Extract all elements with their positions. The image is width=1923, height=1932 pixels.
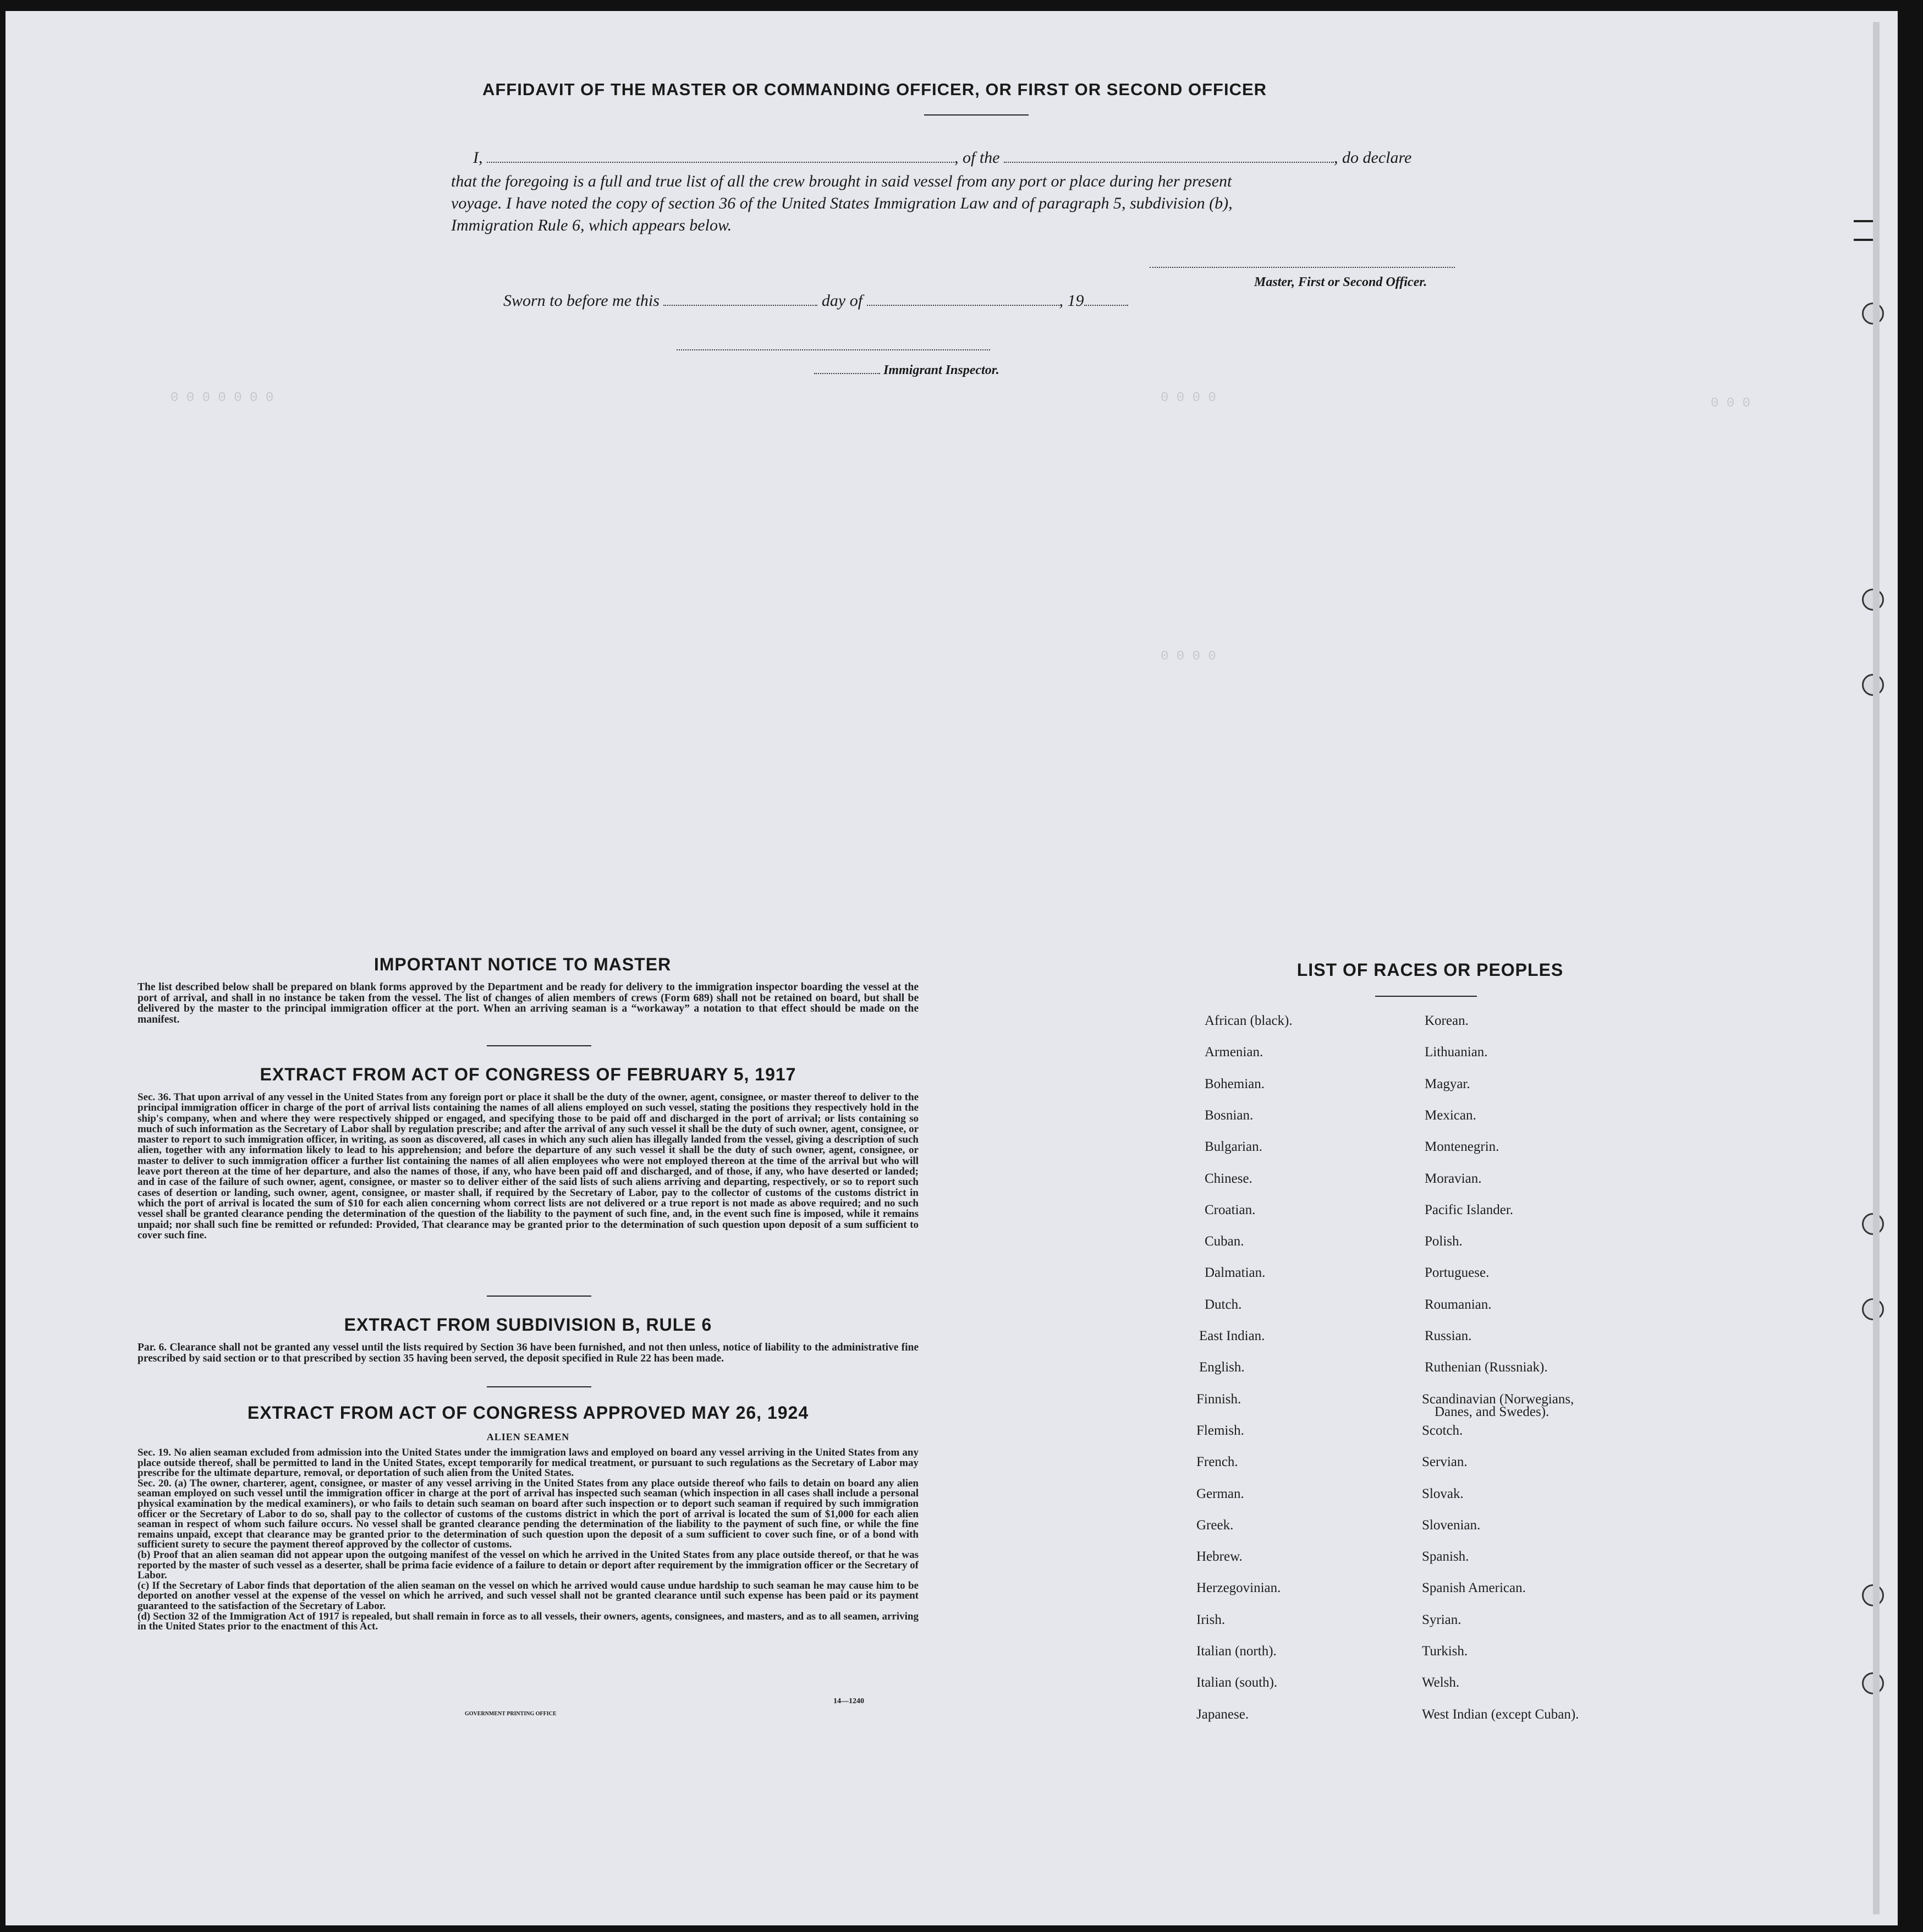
inspector-line: [814, 363, 999, 378]
race-item: Roumanian.: [1425, 1297, 1492, 1312]
race-item: West Indian (except Cuban).: [1422, 1706, 1579, 1722]
race-item: Spanish American.: [1422, 1580, 1526, 1596]
race-item: Japanese.: [1196, 1706, 1249, 1722]
race-item: Mexican.: [1425, 1107, 1476, 1123]
race-item: Montenegrin.: [1425, 1139, 1499, 1155]
race-item: Pacific Islander.: [1425, 1202, 1514, 1217]
race-item: English.: [1199, 1360, 1245, 1375]
sec20c-text: (c) If the Secretary of Labor finds that deportation of the alien seaman on the vessel on which he arrived would cause undue hardship to such seaman he may cause him to be deported on another vessel at the expense of the vessel on which he arrived, and such vessel shall not be granted clearance until such expense has been paid or its payment guaranteed to the satisfaction of the Secretary of Labor.: [138, 1579, 919, 1612]
race-item: Bulgarian.: [1205, 1139, 1262, 1155]
year-label: , 19: [1059, 292, 1084, 310]
affidavit-body-line: that the foregoing is a full and true list of all the crew brought in said vessel from any port or place during her present: [451, 172, 1232, 190]
race-item: Italian (north).: [1196, 1644, 1277, 1659]
printer-imprint: GOVERNMENT PRINTING OFFICE: [465, 1711, 557, 1717]
race-item: Bohemian.: [1205, 1076, 1265, 1091]
master-label: Master, First or Second Officer.: [1254, 275, 1427, 289]
sworn-year-field[interactable]: [1084, 304, 1128, 306]
race-item: Servian.: [1422, 1455, 1468, 1470]
race-item: Bosnian.: [1205, 1107, 1254, 1123]
race-item: Flemish.: [1196, 1423, 1244, 1438]
form-number: 14—1240: [833, 1697, 864, 1705]
inspector-dots: [814, 372, 880, 374]
i-label: I,: [473, 149, 483, 167]
race-item: Russian.: [1425, 1329, 1472, 1343]
race-item: Irish.: [1196, 1612, 1226, 1627]
race-item: Chinese.: [1205, 1171, 1252, 1186]
divider: [487, 1296, 591, 1297]
race-item: Armenian.: [1205, 1045, 1263, 1060]
race-item: Lithuanian.: [1425, 1045, 1488, 1060]
page-edge: [1873, 22, 1880, 1914]
divider: [1375, 996, 1477, 997]
race-item: Herzegovinian.: [1196, 1580, 1281, 1596]
inspector-label: Immigrant Inspector.: [883, 363, 999, 377]
sec20a-text: Sec. 20. (a) The owner, charterer, agent, consignee, or master of any vessel arriving in the United States from any place outside thereof who fails to detain on board any alien seaman employed on such vessel until the immigration officer in charge at the port of arrival has inspected such seaman (which inspection in all cases shall include a personal physical examination by the medical examiners), or who fails to detain such seaman on board after such inspection or to deport such seaman if required by such immigration officer or the Secretary of Labor to do so, shall pay to the collector of customs of the customs district in which the port of arrival is located the sum of $1,000 for each alien seaman in respect of whom such failure occurs. No vessel shall be granted clearance pending the determination of the liability to the payment of such fine, or while the fine remains unpaid, except that clearance may be granted prior to the determination of such question upon the deposit of a sum sufficient to cover such fine, or of a bond with sufficient surety to secure the payment thereof approved by the collector of customs.: [138, 1477, 919, 1551]
race-item: Magyar.: [1425, 1076, 1470, 1091]
sworn-line: [503, 292, 1128, 310]
bleed-through-text: 0 0 0 0 0 0 0 0 0 0 0 0 0 0 0 0 0 0: [171, 391, 1751, 664]
race-item: Cuban.: [1205, 1234, 1244, 1249]
of-the-label: , of the: [954, 149, 1000, 167]
form-page: [6, 11, 1898, 1925]
race-item: Moravian.: [1425, 1171, 1482, 1186]
race-item: Welsh.: [1422, 1675, 1460, 1690]
race-item: Dutch.: [1205, 1297, 1242, 1312]
race-item: Turkish.: [1422, 1644, 1468, 1659]
race-item-continuation: Danes, and Swedes).: [1435, 1404, 1550, 1419]
rule6-text: Par. 6. Clearance shall not be granted any vessel until the lists required by Section 36 have been furnished, and not then unless, notice of liability to the administrative fine prescribed by said section or to that prescribed by section 35 having been served, the deposit specified in Rule 22 has been made.: [138, 1342, 919, 1364]
race-item: Dalmatian.: [1205, 1265, 1266, 1281]
alien-seamen-subtitle: ALIEN SEAMEN: [486, 1431, 570, 1442]
extract-1924-body: [138, 1448, 919, 1632]
race-item: Slovak.: [1422, 1486, 1464, 1501]
extract-1917-text: Sec. 36. That upon arrival of any vessel in the United States from any foreign port or place it shall be the duty of the owner, agent, consignee, or master thereof to deliver to the principal immigration officer in charge of the port of arrival lists containing the names of all aliens employed on such vessel, stating the positions they respectively hold in the ship's company, when and where they were respectively shipped or engaged, and specifying those to be paid off and discharged in the port of arrival; or lists containing so much of such information as the Secretary of Labor shall by regulation prescribe; and after the arrival of any such vessel it shall be the duty of such owner, agent, consignee, or master to report to such immigration officer, in writing, as soon as discovered, all cases in which any such alien has illegally landed from the vessel, giving a description of such alien, together with any information likely to lead to his apprehension; and before the departure of any such vessel it shall be the duty of such owner, agent, consignee, or master to deliver to such immigration officer a further list containing the names of all alien employees who were not employed thereon at the time of the arrival but who will leave port thereon at the time of her departure, and also the names of those, if any, who have been paid off and discharged, and of those, if any, who have deserted or landed; and in case of the failure of such owner, agent, consignee, or master so to deliver either of the said lists of such aliens arriving and departing, respectively, or so to report such cases of desertion or landing, such owner, agent, consignee, or master shall, if required by the Secretary of Labor, pay to the collector of customs of the customs district in which the port of arrival is located the sum of $10 for each alien concerning whom correct lists are not delivered or a true report is not made as above required; and no such vessel shall be granted clearance pending the determination of the question of the liability to the payment of such fine, and, in the event such fine is imposed, while it remains unpaid; nor shall such fine be remitted or refunded: Provided, That clearance may be granted prior to the determination of such question upon deposit of a sum sufficient to cover such fine.: [138, 1091, 919, 1241]
vessel-name-field[interactable]: [1004, 161, 1334, 163]
day-of-label: day of: [821, 292, 863, 310]
race-item: Greek.: [1196, 1517, 1234, 1533]
race-item: African (black).: [1205, 1013, 1293, 1028]
race-item: Croatian.: [1205, 1202, 1256, 1217]
affiant-line: [473, 149, 1411, 167]
sworn-day-field[interactable]: [663, 304, 817, 306]
notice-text: The list described below shall be prepared on blank forms approved by the Department and be ready for delivery to the immigration inspector boarding the vessel at the port of arrival, and shall in no instance be taken from the vessel. The list of changes of alien members of crews (Form 689) shall not be retained on board, but shall be delivered by the master to the principal immigration officer at the port. When an arriving seaman is a “workaway” a notation to that effect should be made on the manifest.: [138, 981, 919, 1025]
extract-1924-title: EXTRACT FROM ACT OF CONGRESS APPROVED MAY 26, 1924: [247, 1403, 809, 1423]
master-signature-field[interactable]: [1150, 267, 1455, 268]
race-item: German.: [1196, 1486, 1244, 1501]
binding-clip: [1854, 220, 1876, 241]
affidavit-body-line: Immigration Rule 6, which appears below.: [451, 216, 732, 234]
race-item: Spanish.: [1422, 1549, 1469, 1565]
race-item: Italian (south).: [1196, 1675, 1278, 1690]
do-declare-label: , do declare: [1334, 149, 1412, 167]
divider: [487, 1045, 591, 1046]
race-item: Korean.: [1425, 1013, 1469, 1028]
sworn-label: Sworn to before me this: [503, 292, 660, 310]
race-item: Hebrew.: [1196, 1549, 1243, 1565]
sec19-text: Sec. 19. No alien seaman excluded from admission into the United States under the immigration laws and employed on board any vessel arriving in the United States from any place outside thereof, shall be permitted to land in the United States, except temporarily for medical treatment, or pursuant to such regulations as the Secretary of Labor may prescribe for the ultimate departure, removal, or deportation of such alien from the United States.: [138, 1447, 919, 1479]
race-item: Syrian.: [1422, 1612, 1462, 1627]
inspector-signature-field[interactable]: [677, 349, 990, 350]
rule6-title: EXTRACT FROM SUBDIVISION B, RULE 6: [344, 1315, 712, 1335]
race-item: East Indian.: [1199, 1329, 1265, 1343]
extract-1917-title: EXTRACT FROM ACT OF CONGRESS OF FEBRUARY 5, 1917: [260, 1064, 796, 1084]
affidavit-body-line: voyage. I have noted the copy of section 36 of the United States Immigration Law and of paragraph 5, subdivision (b),: [451, 194, 1233, 212]
race-item: French.: [1196, 1455, 1238, 1470]
sworn-month-field[interactable]: [867, 304, 1059, 306]
divider: [924, 114, 1029, 116]
affiant-name-field[interactable]: [487, 161, 954, 163]
race-item: Scandinavian (Norwegians,: [1422, 1391, 1574, 1407]
race-item: Scotch.: [1422, 1423, 1463, 1438]
race-item: Slovenian.: [1422, 1517, 1481, 1533]
race-item: Portuguese.: [1425, 1265, 1490, 1281]
sec20d-text: (d) Section 32 of the Immigration Act of 1917 is repealed, but shall remain in force as to all vessels, their owners, agents, consignees, and masters, and as to all seamen, arriving in the United States prior to the enactment of this Act.: [138, 1610, 919, 1633]
race-item: Finnish.: [1196, 1391, 1241, 1407]
race-item: Polish.: [1425, 1234, 1463, 1249]
notice-title: IMPORTANT NOTICE TO MASTER: [373, 954, 672, 974]
affidavit-body: [451, 171, 1233, 237]
divider: [487, 1386, 591, 1387]
sec20b-text: (b) Proof that an alien seaman did not appear upon the outgoing manifest of the vessel on which he arrived in the United States from any place outside thereof, or that he was reported by the master of such vessel as a deserter, shall be prima facie evidence of a failure to detain or deport after requirement by the immigration officer or the Secretary of Labor.: [138, 1549, 919, 1582]
race-item: Ruthenian (Russniak).: [1425, 1360, 1548, 1375]
affidavit-title: AFFIDAVIT OF THE MASTER OR COMMANDING OFFICER, OR FIRST OR SECOND OFFICER: [482, 80, 1267, 99]
races-title: LIST OF RACES OR PEOPLES: [1296, 960, 1564, 980]
